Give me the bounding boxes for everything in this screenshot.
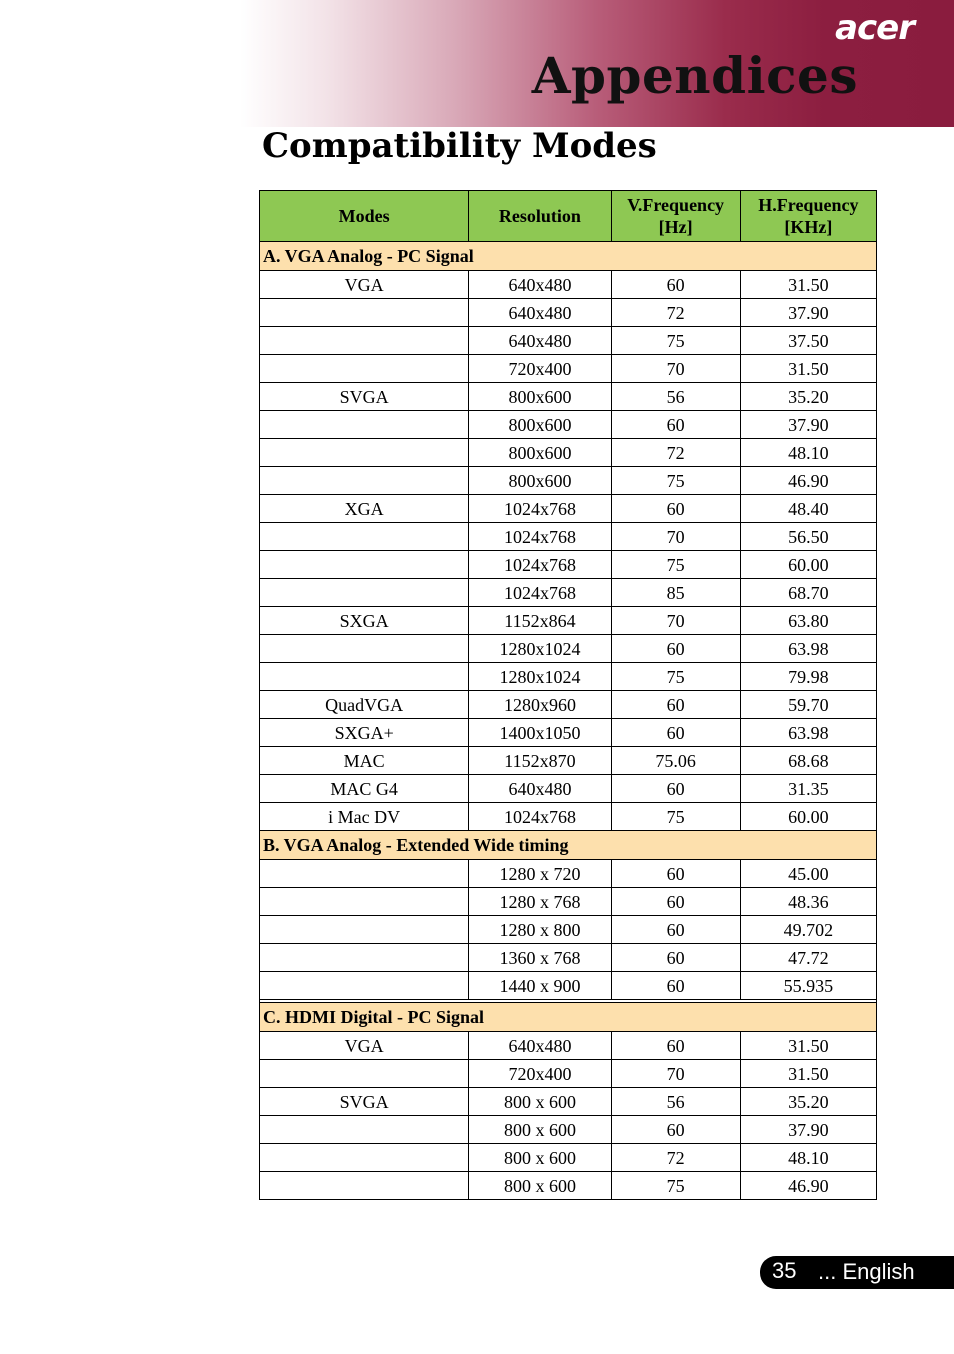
table-row <box>260 916 877 944</box>
compatibility-table <box>259 190 877 1200</box>
h-frequency-cell: 31.50 <box>740 1032 876 1060</box>
h-frequency-cell: 56.50 <box>740 523 876 551</box>
section-row <box>260 242 877 271</box>
h-frequency-cell: 31.50 <box>740 271 876 299</box>
v-frequency-cell: 70 <box>611 523 740 551</box>
mode-cell <box>260 467 469 495</box>
mode-cell <box>260 663 469 691</box>
h-frequency-cell: 45.00 <box>740 860 876 888</box>
resolution-cell: 1280 x 768 <box>469 888 611 916</box>
v-frequency-cell: 75 <box>611 1172 740 1200</box>
mode-cell: MAC G4 <box>260 775 469 803</box>
resolution-cell: 800 x 600 <box>469 1088 611 1116</box>
h-frequency-cell: 48.36 <box>740 888 876 916</box>
v-frequency-cell: 60 <box>611 888 740 916</box>
v-frequency-cell: 75 <box>611 551 740 579</box>
resolution-cell: 800x600 <box>469 383 611 411</box>
mode-cell <box>260 299 469 327</box>
table-row <box>260 579 877 607</box>
section-row <box>260 831 877 860</box>
resolution-cell: 1280x960 <box>469 691 611 719</box>
table-row <box>260 551 877 579</box>
resolution-cell: 1280 x 720 <box>469 860 611 888</box>
v-frequency-cell: 60 <box>611 944 740 972</box>
h-frequency-cell: 49.702 <box>740 916 876 944</box>
table-row <box>260 607 877 635</box>
table-row <box>260 1172 877 1200</box>
h-frequency-cell: 60.00 <box>740 803 876 831</box>
mode-cell: SXGA <box>260 607 469 635</box>
mode-cell <box>260 1116 469 1144</box>
h-frequency-cell: 63.80 <box>740 607 876 635</box>
v-frequency-cell: 85 <box>611 579 740 607</box>
v-frequency-cell: 70 <box>611 607 740 635</box>
v-frequency-cell: 60 <box>611 1116 740 1144</box>
page-footer <box>760 1256 954 1289</box>
resolution-cell: 800 x 600 <box>469 1144 611 1172</box>
table-row <box>260 635 877 663</box>
mode-cell: VGA <box>260 271 469 299</box>
resolution-cell: 1152x870 <box>469 747 611 775</box>
mode-cell <box>260 1060 469 1088</box>
h-frequency-cell: 48.40 <box>740 495 876 523</box>
v-frequency-cell: 60 <box>611 691 740 719</box>
v-frequency-cell: 60 <box>611 775 740 803</box>
section-label: A. VGA Analog - PC Signal <box>260 242 877 271</box>
table-row <box>260 1060 877 1088</box>
mode-cell <box>260 439 469 467</box>
table-row <box>260 1088 877 1116</box>
h-frequency-cell: 60.00 <box>740 551 876 579</box>
resolution-cell: 1400x1050 <box>469 719 611 747</box>
h-frequency-cell: 68.70 <box>740 579 876 607</box>
table-row <box>260 719 877 747</box>
column-header: V.Frequency [Hz] <box>611 191 740 242</box>
h-frequency-cell: 46.90 <box>740 467 876 495</box>
mode-cell: i Mac DV <box>260 803 469 831</box>
section-row <box>260 1003 877 1032</box>
mode-cell: VGA <box>260 1032 469 1060</box>
table-row <box>260 747 877 775</box>
resolution-cell: 640x480 <box>469 775 611 803</box>
h-frequency-cell: 37.90 <box>740 411 876 439</box>
v-frequency-cell: 60 <box>611 635 740 663</box>
h-frequency-cell: 63.98 <box>740 635 876 663</box>
resolution-cell: 1024x768 <box>469 551 611 579</box>
table-row <box>260 495 877 523</box>
resolution-cell: 800x600 <box>469 411 611 439</box>
mode-cell: QuadVGA <box>260 691 469 719</box>
h-frequency-cell: 35.20 <box>740 1088 876 1116</box>
table-row <box>260 439 877 467</box>
h-frequency-cell: 63.98 <box>740 719 876 747</box>
resolution-cell: 1280x1024 <box>469 663 611 691</box>
mode-cell: XGA <box>260 495 469 523</box>
footer-language: ... English <box>818 1259 915 1284</box>
resolution-cell: 800x600 <box>469 467 611 495</box>
resolution-cell: 1024x768 <box>469 523 611 551</box>
v-frequency-cell: 60 <box>611 860 740 888</box>
column-header: Modes <box>260 191 469 242</box>
mode-cell <box>260 411 469 439</box>
mode-cell <box>260 1172 469 1200</box>
mode-cell <box>260 944 469 972</box>
mode-cell <box>260 635 469 663</box>
table-row <box>260 299 877 327</box>
table-row <box>260 691 877 719</box>
mode-cell: MAC <box>260 747 469 775</box>
v-frequency-cell: 60 <box>611 719 740 747</box>
h-frequency-cell: 48.10 <box>740 1144 876 1172</box>
v-frequency-cell: 75 <box>611 663 740 691</box>
mode-cell: SXGA+ <box>260 719 469 747</box>
mode-cell: SVGA <box>260 1088 469 1116</box>
mode-cell <box>260 888 469 916</box>
table-row <box>260 663 877 691</box>
v-frequency-cell: 56 <box>611 1088 740 1116</box>
table-row <box>260 383 877 411</box>
resolution-cell: 640x480 <box>469 327 611 355</box>
v-frequency-cell: 75 <box>611 803 740 831</box>
resolution-cell: 640x480 <box>469 271 611 299</box>
resolution-cell: 800 x 600 <box>469 1172 611 1200</box>
table-row <box>260 467 877 495</box>
table-row <box>260 355 877 383</box>
v-frequency-cell: 75.06 <box>611 747 740 775</box>
h-frequency-cell: 31.50 <box>740 355 876 383</box>
v-frequency-cell: 75 <box>611 327 740 355</box>
h-frequency-cell: 47.72 <box>740 944 876 972</box>
h-frequency-cell: 46.90 <box>740 1172 876 1200</box>
table-row <box>260 523 877 551</box>
h-frequency-cell: 31.35 <box>740 775 876 803</box>
chapter-title: Appendices <box>531 46 858 105</box>
table-row <box>260 803 877 831</box>
mode-cell <box>260 972 469 1000</box>
h-frequency-cell: 37.50 <box>740 327 876 355</box>
section-label: C. HDMI Digital - PC Signal <box>260 1003 877 1032</box>
resolution-cell: 1360 x 768 <box>469 944 611 972</box>
resolution-cell: 1024x768 <box>469 495 611 523</box>
h-frequency-cell: 55.935 <box>740 972 876 1000</box>
table-row <box>260 411 877 439</box>
v-frequency-cell: 60 <box>611 972 740 1000</box>
v-frequency-cell: 60 <box>611 916 740 944</box>
table-body <box>260 242 877 1200</box>
v-frequency-cell: 72 <box>611 299 740 327</box>
resolution-cell: 1280x1024 <box>469 635 611 663</box>
v-frequency-cell: 60 <box>611 411 740 439</box>
v-frequency-cell: 70 <box>611 1060 740 1088</box>
table-row <box>260 860 877 888</box>
page-number: 35 <box>772 1258 797 1283</box>
resolution-cell: 1280 x 800 <box>469 916 611 944</box>
mode-cell <box>260 916 469 944</box>
mode-cell <box>260 355 469 383</box>
h-frequency-cell: 37.90 <box>740 1116 876 1144</box>
section-label: B. VGA Analog - Extended Wide timing <box>260 831 877 860</box>
table-header-row <box>260 191 877 242</box>
table-row <box>260 775 877 803</box>
v-frequency-cell: 60 <box>611 271 740 299</box>
resolution-cell: 800 x 600 <box>469 1116 611 1144</box>
v-frequency-cell: 60 <box>611 495 740 523</box>
table-row <box>260 327 877 355</box>
h-frequency-cell: 35.20 <box>740 383 876 411</box>
acer-logo: acer <box>835 8 914 48</box>
mode-cell <box>260 1144 469 1172</box>
resolution-cell: 1440 x 900 <box>469 972 611 1000</box>
column-header: Resolution <box>469 191 611 242</box>
mode-cell <box>260 551 469 579</box>
mode-cell <box>260 860 469 888</box>
v-frequency-cell: 60 <box>611 1032 740 1060</box>
h-frequency-cell: 48.10 <box>740 439 876 467</box>
resolution-cell: 800x600 <box>469 439 611 467</box>
h-frequency-cell: 68.68 <box>740 747 876 775</box>
resolution-cell: 640x480 <box>469 1032 611 1060</box>
resolution-cell: 1152x864 <box>469 607 611 635</box>
table-row <box>260 944 877 972</box>
v-frequency-cell: 72 <box>611 1144 740 1172</box>
v-frequency-cell: 70 <box>611 355 740 383</box>
resolution-cell: 720x400 <box>469 355 611 383</box>
resolution-cell: 1024x768 <box>469 803 611 831</box>
resolution-cell: 1024x768 <box>469 579 611 607</box>
h-frequency-cell: 79.98 <box>740 663 876 691</box>
v-frequency-cell: 75 <box>611 467 740 495</box>
section-title: Compatibility Modes <box>262 126 657 166</box>
h-frequency-cell: 31.50 <box>740 1060 876 1088</box>
column-header: H.Frequency [KHz] <box>740 191 876 242</box>
table-row <box>260 888 877 916</box>
table-row <box>260 1032 877 1060</box>
table-row <box>260 271 877 299</box>
mode-cell <box>260 327 469 355</box>
h-frequency-cell: 37.90 <box>740 299 876 327</box>
resolution-cell: 640x480 <box>469 299 611 327</box>
mode-cell: SVGA <box>260 383 469 411</box>
v-frequency-cell: 56 <box>611 383 740 411</box>
mode-cell <box>260 523 469 551</box>
h-frequency-cell: 59.70 <box>740 691 876 719</box>
table-row <box>260 1144 877 1172</box>
table-row <box>260 972 877 1000</box>
mode-cell <box>260 579 469 607</box>
table-row <box>260 1116 877 1144</box>
v-frequency-cell: 72 <box>611 439 740 467</box>
resolution-cell: 720x400 <box>469 1060 611 1088</box>
